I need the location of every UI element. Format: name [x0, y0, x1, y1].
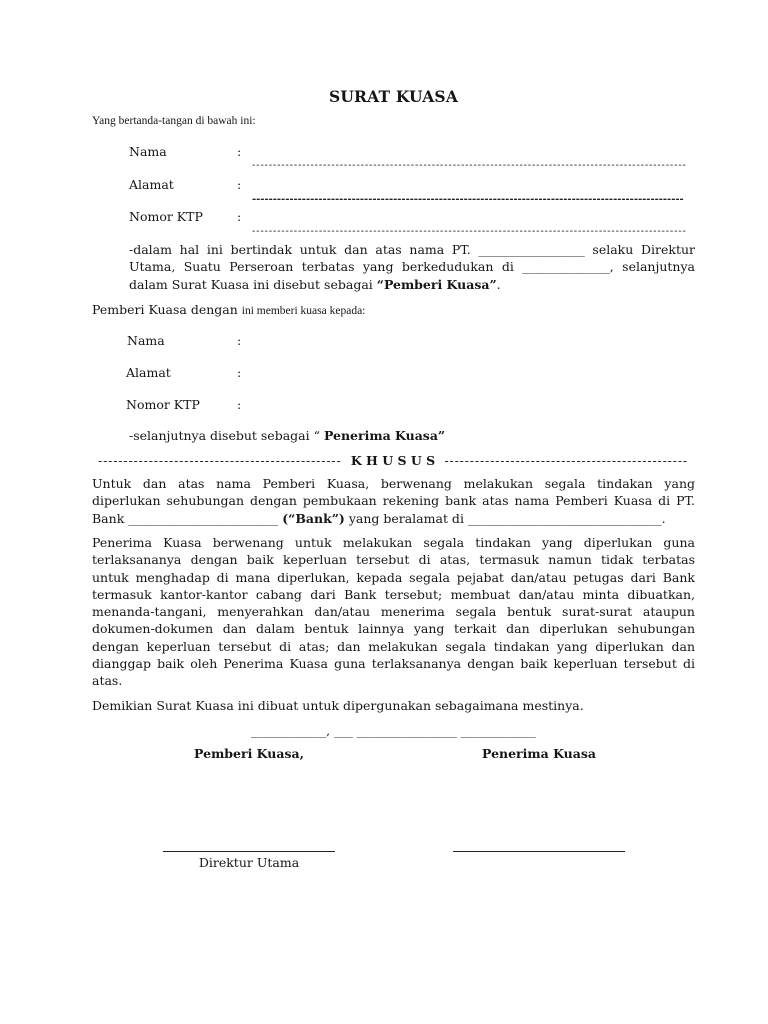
grantor-field-label-nama: Nama: [129, 144, 167, 159]
grant-clause-main: Pemberi Kuasa dengan: [92, 302, 238, 317]
penerima-kuasa-term: Penerima Kuasa”: [323, 428, 446, 443]
grantee-field-colon-nama: :: [237, 333, 242, 348]
paragraph-line: [92, 510, 695, 527]
grantor-fill-line-nama: --------------------------------------------------------------------------------------------------------: [252, 161, 687, 171]
paragraph-line: terlaksananya dengan baik keperluan tersebut di atas, termasuk namun tidak terbatas: [92, 552, 695, 568]
signature-line-pemberi-kuasa: [163, 851, 335, 852]
pemberi-kuasa-term: “Pemberi Kuasa”: [376, 276, 497, 292]
purpose-paragraph: [92, 475, 695, 527]
paragraph-line: diperlukan sehubungan dengan pembukaan rekening bank atas nama Pemberi Kuasa di PT.: [92, 493, 695, 509]
closing-sentence: Demikian Surat Kuasa ini dibuat untuk dipergunakan sebagaimana mestinya.: [92, 698, 584, 713]
signature-label-penerima-kuasa: Penerima Kuasa: [482, 746, 596, 761]
grantee-field-label-ktp: Nomor KTP: [126, 397, 200, 412]
grant-clause: [92, 301, 365, 320]
paragraph-line: dianggap baik oleh Penerima Kuasa guna terlaksananya dengan baik keperluan tersebut di: [92, 656, 695, 672]
signer-title-direktur-utama: Direktur Utama: [198, 855, 300, 870]
intro-text: Yang bertanda-tangan di bawah ini:: [92, 115, 256, 127]
grantor-field-colon-alamat: :: [237, 177, 242, 192]
paragraph-text: .: [496, 276, 501, 292]
grantor-field-colon-ktp: :: [237, 209, 242, 224]
grantee-field-label-alamat: Alamat: [126, 365, 171, 380]
divider-dashes-left: ------------------------------------------------: [98, 453, 342, 468]
date-place-line: ____________, ___ ________________ ____________: [251, 723, 536, 738]
paragraph-line: untuk menghadap di mana diperlukan, kepada segala pejabat dan/atau petugas dari Bank: [92, 569, 695, 585]
grantor-fill-line-alamat: --------------------------------------------------------------------------------------------------------: [252, 195, 684, 205]
grantee-designation: [129, 427, 445, 444]
grantor-field-label-alamat: Alamat: [129, 177, 174, 192]
paragraph-line: Penerima Kuasa berwenang untuk melakukan segala tindakan yang diperlukan guna: [92, 535, 695, 550]
grant-clause-small: ini memberi kuasa kepada:: [241, 305, 366, 317]
signature-line-penerima-kuasa: [453, 851, 625, 852]
paragraph-line: atas.: [92, 673, 123, 689]
divider-label: K H U S U S: [350, 453, 436, 468]
paragraph-line: Utama, Suatu Perseroan terbatas yang berkedudukan di ______________, selanjutnya: [129, 259, 695, 275]
divider-dashes-right: ------------------------------------------------: [444, 453, 688, 468]
paragraph-line: termasuk kantor-kantor cabang dari Bank tersebut; membuat dan/atau minta dibuatkan,: [92, 586, 695, 602]
section-divider-khusus: [98, 452, 688, 469]
grantee-field-colon-ktp: :: [237, 397, 242, 412]
paragraph-line: -dalam hal ini bertindak untuk dan atas nama PT. _________________ selaku Direktur: [129, 242, 695, 257]
grantor-field-colon-nama: :: [237, 144, 242, 159]
paragraph-line: [129, 276, 695, 293]
paragraph-line: Untuk dan atas nama Pemberi Kuasa, berwenang melakukan segala tindakan yang: [92, 476, 695, 491]
bank-term: (“Bank”): [282, 510, 345, 526]
designation-text: -selanjutnya disebut sebagai “: [129, 428, 324, 443]
paragraph-line: dokumen-dokumen dan dalam bentuk lainnya yang terkait dan diperlukan sehubungan: [92, 621, 695, 637]
grantor-statement: [129, 241, 695, 293]
paragraph-text: dalam Surat Kuasa ini disebut sebagai: [129, 276, 377, 292]
paragraph-line: menanda-tangani, menyerahkan dan/atau menerima segala bentuk surat-surat ataupun: [92, 604, 695, 620]
grantor-fill-line-ktp: --------------------------------------------------------------------------------------------------------: [252, 227, 687, 237]
signature-label-pemberi-kuasa: Pemberi Kuasa,: [194, 746, 304, 761]
grantee-field-colon-alamat: :: [237, 365, 242, 380]
authority-paragraph: [92, 534, 695, 690]
document-title: SURAT KUASA: [328, 87, 459, 106]
paragraph-line: dengan keperluan tersebut di atas; dan melakukan segala tindakan yang diperlukan dan: [92, 638, 695, 654]
grantee-field-label-nama: Nama: [127, 333, 165, 348]
paragraph-text: Bank ________________________: [92, 510, 283, 526]
grantor-field-label-ktp: Nomor KTP: [129, 209, 203, 224]
paragraph-text: yang beralamat di _______________________________.: [344, 510, 666, 526]
